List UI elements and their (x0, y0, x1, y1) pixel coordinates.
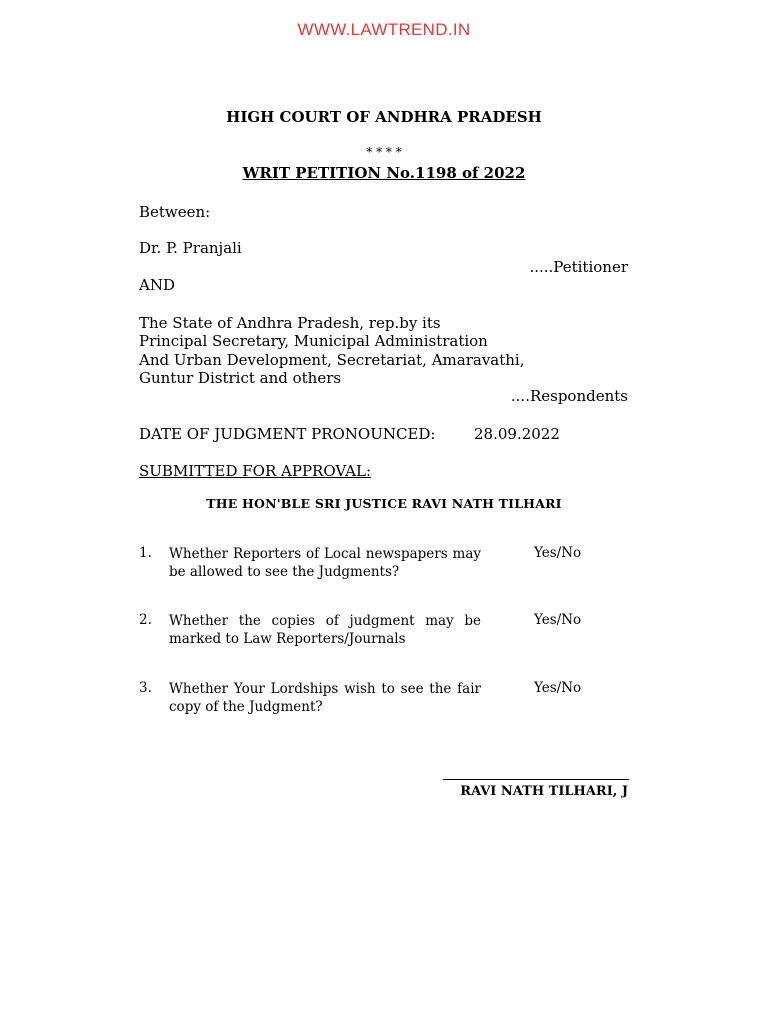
respondent-role: ....Respondents (510, 387, 628, 405)
separator-stars: * * * * (366, 145, 402, 159)
between-label: Between: (139, 203, 211, 221)
petition-number: WRIT PETITION No.1198 of 2022 (242, 164, 526, 182)
respondent-line: Guntur District and others (139, 369, 342, 387)
judgment-date-value: 28.09.2022 (474, 425, 560, 443)
respondent-line: And Urban Development, Secretariat, Amaravathi, (139, 351, 525, 369)
and-label: AND (139, 276, 175, 294)
question-answer: Yes/No (534, 612, 582, 628)
respondent-line: Principal Secretary, Municipal Administration (139, 332, 488, 350)
signature-name: RAVI NATH TILHARI, J (460, 784, 628, 799)
question-number: 2. (139, 612, 152, 628)
judgment-date-label: DATE OF JUDGMENT PRONOUNCED: (139, 425, 436, 443)
question-text: Whether the copies of judgment may be marked to Law Reporters/Journals (169, 613, 481, 647)
question-number: 3. (139, 680, 152, 696)
respondent-line: The State of Andhra Pradesh, rep.by its (139, 314, 441, 332)
submitted-for-approval: SUBMITTED FOR APPROVAL: (139, 462, 372, 480)
question-answer: Yes/No (534, 680, 582, 696)
court-title: HIGH COURT OF ANDHRA PRADESH (226, 108, 542, 126)
judge-heading: THE HON'BLE SRI JUSTICE RAVI NATH TILHARI (206, 496, 562, 511)
signature-line (443, 779, 629, 780)
question-text: Whether Reporters of Local newspapers may be allowed to see the Judgments? (169, 546, 481, 580)
question-answer: Yes/No (534, 545, 582, 561)
question-text: Whether Your Lordships wish to see the fair copy of the Judgment? (169, 681, 481, 715)
watermark-text: WWW.LAWTREND.IN (297, 20, 471, 39)
petitioner-role: .....Petitioner (529, 258, 628, 276)
petitioner-name: Dr. P. Pranjali (139, 239, 242, 257)
question-number: 1. (139, 545, 152, 561)
